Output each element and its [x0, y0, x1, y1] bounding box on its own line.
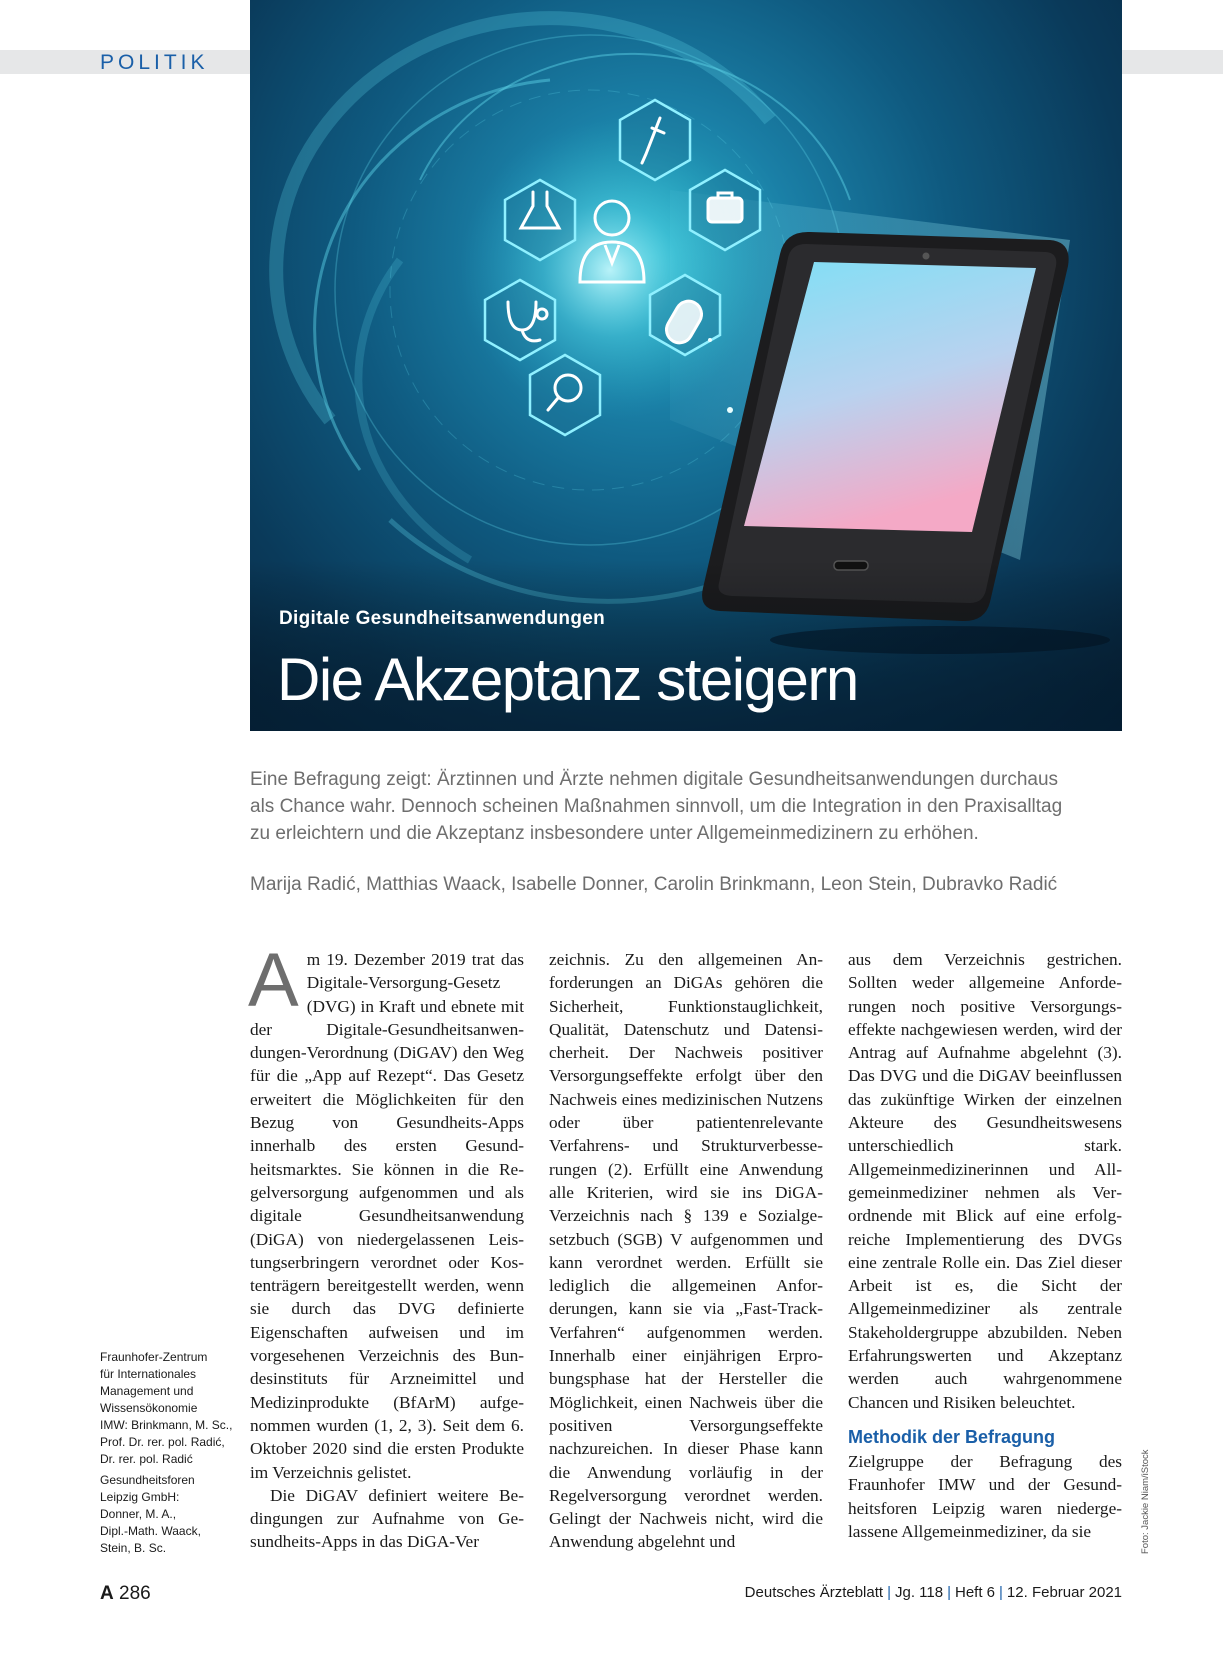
affiliation-line: Management und — [100, 1384, 194, 1398]
affiliation-line: Prof. Dr. rer. pol. Radić, — [100, 1435, 225, 1449]
journal-name: Deutsches Ärzteblatt — [744, 1584, 884, 1601]
section-heading: Methodik der Befragung — [848, 1426, 1056, 1447]
body-paragraph: aus dem Verzeichnis gestrichen. Sollten weder allgemeine Anforderungen noch positive Versorgungseffekte nachgewiesen werden, wird der Antrag auf Aufnahme abgelehnt (3). Das DVG und die DiGAV beeinflussen das zukünftige Wirken der einzelnen Akteure des Gesundheitswesens unterschiedlich stark. Allgemeinmedizinerinnen und Allgemeinmediziner nehmen als Verordnende mit Blick auf eine erfolgreiche Implementierung des DVGs eine zentrale Rolle ein. Das Ziel dieser Arbeit ist es, die Sicht der Allgemeinmediziner als zentrale Stakeholdergruppe abzubilden. Neben Erfahrungswerten und Akzeptanz werden auch wahrgenommene Chancen und Risiken beleuchtet. — [848, 950, 1122, 1412]
lead-line: zu erleichtern und die Akzeptanz insbesondere unter Allgemeinmedizinern zu erhöhen. — [250, 823, 979, 844]
affiliation-line: Donner, M. A., — [100, 1507, 177, 1521]
drop-cap: A — [248, 938, 299, 1023]
article-lead — [250, 766, 1122, 847]
body-column-2 — [549, 948, 823, 1554]
section-rubric: POLITIK — [100, 51, 209, 74]
affiliation-line: Wissensökonomie — [100, 1401, 198, 1415]
affiliation-line: Fraunhofer-Zentrum — [100, 1350, 208, 1364]
journal-issue: Heft 6 — [954, 1584, 996, 1601]
body-column-3 — [848, 948, 1122, 1543]
journal-date: 12. Februar 2021 — [1006, 1584, 1122, 1601]
affiliation-fraunhofer — [100, 1349, 240, 1468]
article-headline: Die Akzeptanz steigern — [277, 646, 858, 713]
affiliation-line: Leipzig GmbH: — [100, 1490, 180, 1504]
page-prefix: A — [100, 1583, 114, 1604]
affiliation-line: IMW: Brinkmann, M. Sc., — [100, 1418, 233, 1432]
body-paragraph: Die DiGAV definiert weitere Bedingungen zur Aufnahme von Gesundheits-Apps in das DiGA-Ver — [250, 1485, 524, 1552]
body-column-1 — [248, 938, 524, 1554]
paragraph-text: m 19. Dezember 2019 trat das Digitale-Versorgung-Gesetz (DVG) in Kraft und ebnete mit der Digitale-Gesundheitsanwendungen-Verordnung (DiGAV) den Weg für die „App auf Rezept“. Das Gesetz erweitert die Möglichkeiten für den Bezug von Gesundheits-Apps innerhalb des ersten Gesundheitsmarktes. Sie können in die Regelversorgung aufgenommen und als digitale Gesundheitsanwendung (DiGA) von niedergelassenen Leistungserbringern verordnet oder Kostenträgern bereitgestellt werden, wenn sie durch das DVG definierte Eigenschaften aufweisen und im vorgesehenen Verzeichnis des Bundesinstituts für Arzneimittel und Medizinprodukte (BfArM) aufgenommen wurden (1, 2, 3). Seit dem 6. Oktober 2020 sind die ersten Produkte im Verzeichnis gelistet. — [250, 950, 524, 1482]
rubric-bar-right — [1122, 50, 1223, 74]
lead-line: Eine Befragung zeigt: Ärztinnen und Ärzte nehmen digitale Gesundheitsanwendungen durchaus — [250, 769, 1059, 790]
affiliation-line: Dipl.-Math. Waack, — [100, 1524, 201, 1538]
author-affiliations — [100, 1349, 240, 1561]
body-paragraph: zeichnis. Zu den allgemeinen Anforderungen an DiGAs gehören die Sicherheit, Funktionstauglichkeit, Qualität, Datenschutz und Datensicherheit. Der Nachweis positiver Versorgungseffekte erfolgt über den Nachweis eines medizinischen Nutzens oder über patientenrelevante Verfahrens- und Strukturverbesserungen (2). Erfüllt eine Anwendung alle Kriterien, wird sie ins DiGA-Verzeichnis nach § 139 e Sozialgesetzbuch (SGB) V aufgenommen und kann verordnet werden. Erfüllt sie lediglich die allgemeinen Anforderungen, kann sie via „Fast-Track-Verfahren“ aufgenommen werden. Innerhalb einer einjährigen Erprobungsphase hat der Hersteller die Möglichkeit, einen Nachweis über die positiven Versorgungseffekte nachzureichen. In dieser Phase kann die Anwendung vorläufig in der Regelversorgung verordnet werden. Gelingt der Nachweis nicht, wird die Anwendung abgelehnt und — [549, 950, 823, 1552]
body-paragraph: Zielgruppe der Befragung des Fraunhofer IMW und der Gesundheitsforen Leipzig waren niedergelassene Allgemeinmediziner, da sie — [848, 1451, 1122, 1541]
page-number-value: 286 — [119, 1583, 151, 1604]
body-paragraph — [248, 938, 524, 1484]
article-kicker: Digitale Gesundheitsanwendungen — [279, 608, 606, 629]
affiliation-line: Gesundheitsforen — [100, 1473, 195, 1487]
lead-line: als Chance wahr. Dennoch scheinen Maßnahmen sinnvoll, um die Integration in den Praxisalltag — [250, 796, 1063, 817]
affiliation-gesundheitsforen — [100, 1472, 240, 1557]
author-list: Marija Radić, Matthias Waack, Isabelle Donner, Carolin Brinkmann, Leon Stein, Dubravko Radić — [250, 874, 1058, 895]
photo-credit: Foto: Jackie Niam/iStock — [1140, 1449, 1151, 1554]
affiliation-line: für Internationales — [100, 1367, 197, 1381]
journal-footer: Deutsches Ärzteblatt | Jg. 118 | Heft 6 | 12. Februar 2021 — [744, 1584, 1122, 1601]
journal-volume: Jg. 118 — [894, 1584, 944, 1601]
page-number — [100, 1583, 151, 1605]
hero-image — [250, 0, 1122, 731]
affiliation-line: Dr. rer. pol. Radić — [100, 1452, 193, 1466]
affiliation-line: Stein, B. Sc. — [100, 1541, 167, 1555]
